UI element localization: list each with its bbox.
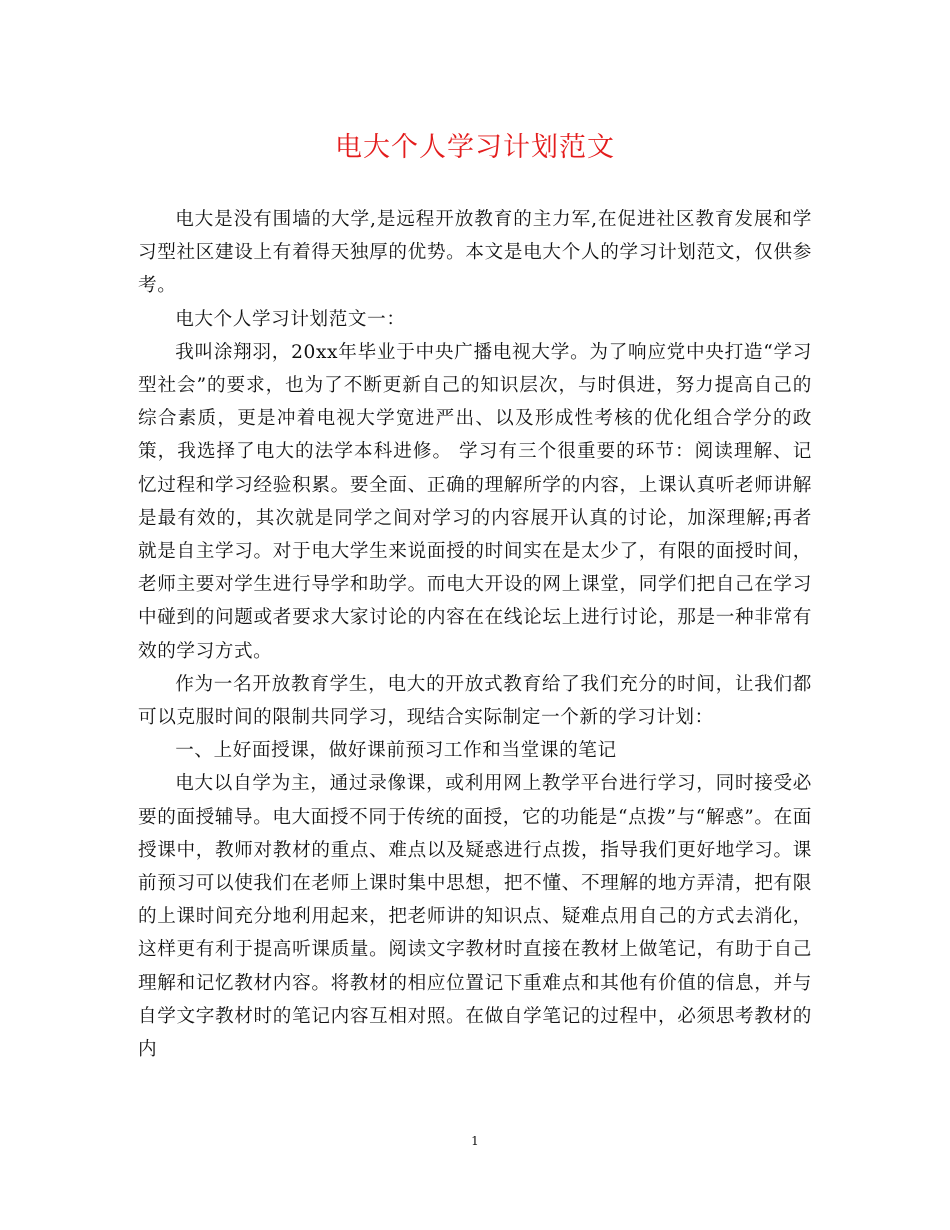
section-heading: 一、上好面授课，做好课前预习工作和当堂课的笔记 [175,740,617,762]
document-title: 电大个人学习计划范文 [335,132,615,163]
body-paragraph: 电大是没有围墙的大学,是远程开放教育的主力军,在促进社区教育发展和学习型社区建设上有着得天独厚的优势。本文是电大个人的学习计划范文，仅供参考。 [138,209,812,297]
document-body [138,203,812,1066]
section-heading: 电大个人学习计划范文一： [175,308,406,330]
body-paragraph: 电大以自学为主，通过录像课，或利用网上教学平台进行学习，同时接受必要的面授辅导。电大面授不同于传统的面授，它的功能是“点拨”与“解惑”。在面授课中，教师对教材的重点、难点以及疑惑进行点拨，指导我们更好地学习。课前预习可以使我们在老师上课时集中思想，把不懂、不理解的地方弄清，把有限的上课时间充分地利用起来，把老师讲的知识点、疑难点用自己的方式去消化，这样更有利于提高听课质量。阅读文字教材时直接在教材上做笔记，有助于自己理解和记忆教材内容。将教材的相应位置记下重难点和其他有价值的信息，并与自学文字教材时的笔记内容互相对照。在做自学笔记的过程中，必须思考教材的内 [138,773,812,1061]
body-paragraph: 作为一名开放教育学生，电大的开放式教育给了我们充分的时间，让我们都可以克服时间的限制共同学习，现结合实际制定一个新的学习计划： [138,673,812,729]
page-number: 1 [471,1134,479,1148]
body-paragraph: 我叫涂翔羽，20xx年毕业于中央广播电视大学。为了响应党中央打造“学习型社会”的要求，也为了不断更新自己的知识层次，与时俱进，努力提高自己的综合素质，更是冲着电视大学宽进严出、以及形成性考核的优化组合学分的政策，我选择了电大的法学本科进修。 学习有三个很重要的环节：阅读理解、记忆过程和学习经验积累。要全面、正确的理解所学的内容，上课认真听老师讲解是最有效的，其次就是同学之间对学习的内容展开认真的讨论，加深理解;再者就是自主学习。对于电大学生来说面授的时间实在是太少了，有限的面授时间，老师主要对学生进行导学和助学。而电大开设的网上课堂，同学们把自己在学习中碰到的问题或者要求大家讨论的内容在在线论坛上进行讨论，那是一种非常有效的学习方式。 [138,341,812,662]
